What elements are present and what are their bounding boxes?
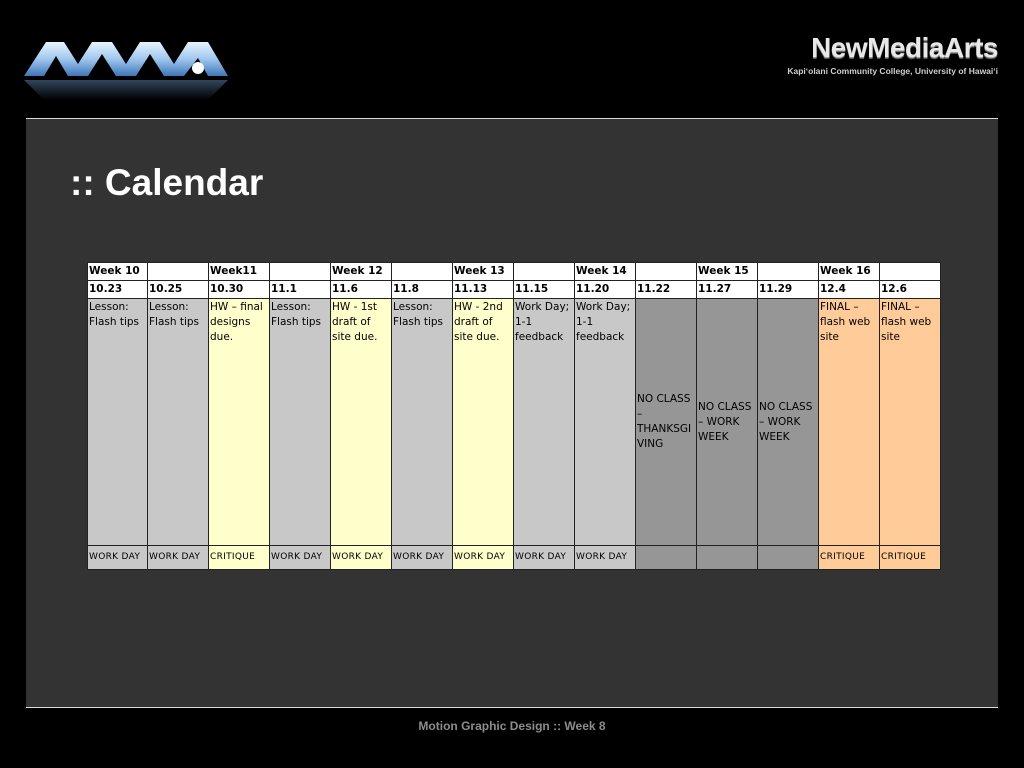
week-cell: Week11 (209, 263, 270, 281)
content-cell: Lesson: Flash tips (270, 299, 331, 546)
date-cell: 11.8 (392, 281, 453, 299)
brand-subtitle: Kapiʻolani Community College, University of Hawaiʻi (787, 66, 998, 76)
content-cell-final: FINAL – flash web site (880, 299, 941, 546)
date-cell: 11.6 (331, 281, 392, 299)
date-cell: 11.13 (453, 281, 514, 299)
date-cell: 11.20 (575, 281, 636, 299)
activity-row (88, 546, 941, 570)
date-cell: 11.27 (697, 281, 758, 299)
activity-cell: CRITIQUE (880, 546, 941, 570)
activity-cell: WORK DAY (453, 546, 514, 570)
content-cell-no-class: NO CLASS – THANKSGIVING (636, 299, 697, 546)
week-cell: Week 15 (697, 263, 758, 281)
content-cell: Lesson: Flash tips (392, 299, 453, 546)
activity-cell: WORK DAY (392, 546, 453, 570)
date-cell: 10.25 (148, 281, 209, 299)
content-cell-homework: HW - 1st draft of site due. (331, 299, 392, 546)
newmediaarts-brand (787, 32, 998, 76)
content-cell: Work Day; 1-1 feedback (575, 299, 636, 546)
date-cell: 12.4 (819, 281, 880, 299)
date-cell: 10.23 (88, 281, 148, 299)
slide-title: :: Calendar (70, 162, 264, 203)
week-cell (758, 263, 819, 281)
content-row (88, 299, 941, 546)
week-cell (636, 263, 697, 281)
activity-cell (636, 546, 697, 570)
content-cell: Lesson: Flash tips (148, 299, 209, 546)
date-cell: 12.6 (880, 281, 941, 299)
week-cell: Week 13 (453, 263, 514, 281)
date-cell: 10.30 (209, 281, 270, 299)
nma-wave-logo (22, 36, 232, 102)
week-cell (880, 263, 941, 281)
date-cell: 11.22 (636, 281, 697, 299)
week-cell: Week 12 (331, 263, 392, 281)
content-cell-no-class: NO CLASS – WORK WEEK (697, 299, 758, 546)
week-cell: Week 10 (88, 263, 148, 281)
content-cell-final: FINAL – flash web site (819, 299, 880, 546)
activity-cell: CRITIQUE (209, 546, 270, 570)
week-cell (392, 263, 453, 281)
week-row (88, 263, 941, 281)
date-cell: 11.15 (514, 281, 575, 299)
date-cell: 11.1 (270, 281, 331, 299)
activity-cell: WORK DAY (148, 546, 209, 570)
slide-footer: Motion Graphic Design :: Week 8 (418, 719, 606, 733)
calendar-table-container (87, 262, 941, 570)
week-cell (270, 263, 331, 281)
content-cell: Lesson: Flash tips (88, 299, 148, 546)
week-cell (148, 263, 209, 281)
activity-cell: WORK DAY (88, 546, 148, 570)
activity-cell: CRITIQUE (819, 546, 880, 570)
week-cell (514, 263, 575, 281)
content-cell-homework: HW – final designs due. (209, 299, 270, 546)
activity-cell: WORK DAY (270, 546, 331, 570)
content-cell: Work Day; 1-1 feedback (514, 299, 575, 546)
activity-cell: WORK DAY (514, 546, 575, 570)
activity-cell (697, 546, 758, 570)
week-cell: Week 14 (575, 263, 636, 281)
activity-cell: WORK DAY (331, 546, 392, 570)
activity-cell: WORK DAY (575, 546, 636, 570)
calendar-table (87, 262, 941, 570)
bottom-divider (26, 707, 998, 708)
activity-cell (758, 546, 819, 570)
date-cell: 11.29 (758, 281, 819, 299)
brand-title: NewMediaArts (811, 32, 998, 63)
content-cell-homework: HW - 2nd draft of site due. (453, 299, 514, 546)
content-cell-no-class: NO CLASS – WORK WEEK (758, 299, 819, 546)
week-cell: Week 16 (819, 263, 880, 281)
date-row (88, 281, 941, 299)
